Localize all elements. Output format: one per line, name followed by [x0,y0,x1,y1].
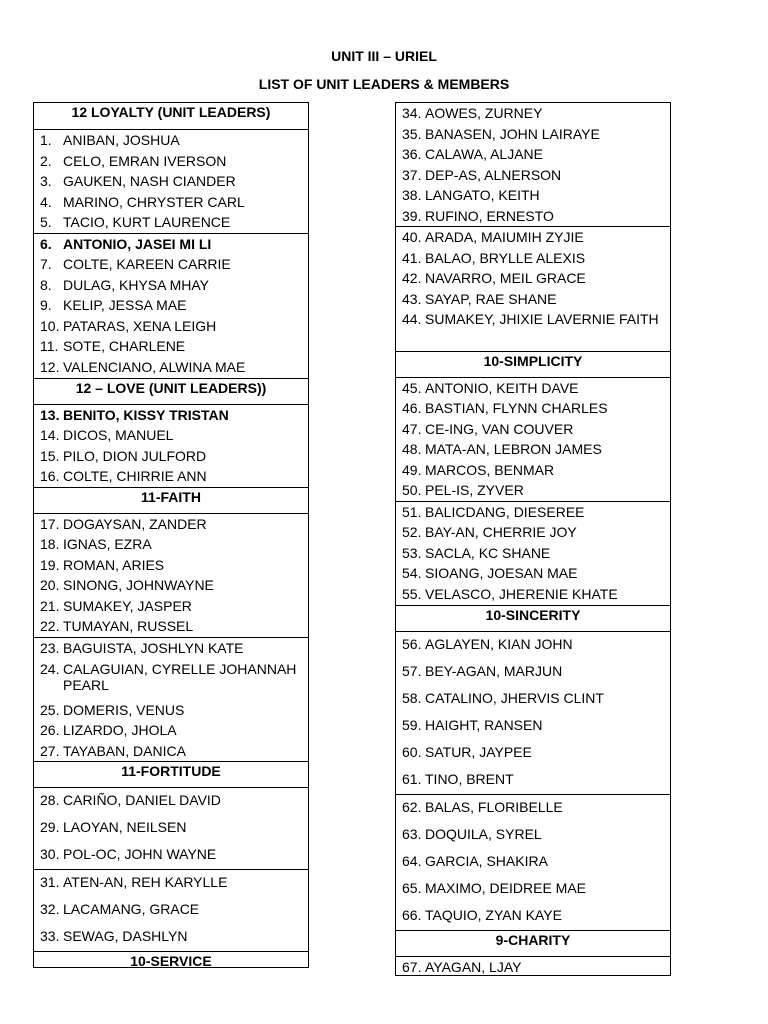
member-name: CELO, EMRAN IVERSON [63,152,227,169]
member-row [396,144,670,165]
member-name: PATARAS, XENA LEIGH [63,317,217,334]
member-name: BALAS, FLORIBELLE [425,798,563,815]
member-number: 10. [40,317,60,334]
member-number: 55. [402,586,422,603]
member-number: 66. [402,906,422,923]
member-row [34,870,308,897]
member-number: 12. [40,359,60,376]
member-number: 7. [40,256,52,273]
member-number: 5. [40,214,52,231]
member-number: 46. [402,400,422,417]
member-name: ANTONIO, KEITH DAVE [425,379,579,396]
member-name: VALENCIANO, ALWINA MAE [63,359,246,376]
member-name: VELASCO, JHERENIE KHATE [425,586,618,603]
member-number: 28. [40,792,60,809]
member-group [396,631,670,794]
member-group [34,233,308,378]
member-group [34,869,308,951]
member-row [396,713,670,740]
member-number: 39. [402,207,422,224]
member-row [396,686,670,713]
member-number: 52. [402,524,422,541]
member-row [34,130,308,151]
member-name: SUMAKEY, JHIXIE LAVERNIE FAITH [425,311,659,328]
member-row [34,659,308,700]
member-name: AYAGAN, LJAY [425,958,522,975]
member-row [396,632,670,659]
member-name: MARINO, CHRYSTER CARL [63,193,245,210]
member-row [396,289,670,310]
member-name: BAY-AN, CHERRIE JOY [425,524,577,541]
member-name: NAVARRO, MEIL GRACE [425,270,586,287]
member-row [396,876,670,903]
member-row [396,227,670,248]
member-number: 22. [40,618,60,635]
member-name: LIZARDO, JHOLA [63,722,177,739]
member-row [34,212,308,233]
member-number: 4. [40,193,52,210]
member-row [34,405,308,426]
member-name: IGNAS, EZRA [63,536,152,553]
member-name: RUFINO, ERNESTO [425,207,554,224]
member-number: 35. [402,125,422,142]
right-member-table [395,102,671,976]
member-name: SATUR, JAYPEE [425,743,532,760]
member-name: SUMAKEY, JASPER [63,597,192,614]
member-number: 65. [402,879,422,896]
member-row [396,822,670,849]
member-group [396,956,670,978]
member-number: 54. [402,565,422,582]
member-number: 37. [402,166,422,183]
unit-header: 12 – LOVE (UNIT LEADERS)) [34,378,308,404]
member-number: 20. [40,577,60,594]
member-name: ANTONIO, JASEI MI LI [63,235,212,252]
unit-header: 11-FORTITUDE [34,761,308,787]
member-name: TAYABAN, DANICA [63,742,186,759]
member-row [34,425,308,446]
member-number: 67. [402,958,422,975]
member-number: 44. [402,311,422,328]
member-name: HAIGHT, RANSEN [425,716,543,733]
member-row [396,460,670,481]
member-number: 56. [402,635,422,652]
member-row [396,419,670,440]
left-member-table [33,102,309,968]
member-group [396,501,670,605]
member-number: 30. [40,846,60,863]
member-row [396,767,670,794]
member-name: DOQUILA, SYREL [425,825,542,842]
member-row [34,842,308,869]
member-row [396,206,670,227]
member-row [34,357,308,378]
member-name: ATEN-AN, REH KARYLLE [63,874,228,891]
member-row [34,575,308,596]
member-row [34,446,308,467]
member-row [34,171,308,192]
member-number: 60. [402,743,422,760]
member-name: PILO, DION JULFORD [63,447,207,464]
member-number: 8. [40,276,52,293]
member-name: TINO, BRENT [425,770,514,787]
member-number: 18. [40,536,60,553]
unit-header: 10-SINCERITY [396,605,670,631]
member-number: 15. [40,447,60,464]
member-name: BEY-AGAN, MARJUN [425,662,563,679]
member-name: GARCIA, SHAKIRA [425,852,548,869]
member-name: LACAMANG, GRACE [63,901,200,918]
member-name: LANGATO, KEITH [425,187,540,204]
member-name: BALICDANG, DIESEREE [425,503,585,520]
member-group [34,129,308,233]
member-group [34,404,308,487]
member-name: GAUKEN, NASH CIANDER [63,173,236,190]
member-name: DOGAYSAN, ZANDER [63,515,207,532]
member-row [396,378,670,399]
member-row [34,897,308,924]
member-row [396,248,670,269]
member-number: 63. [402,825,422,842]
member-row [34,192,308,213]
member-row [34,616,308,637]
member-row [34,720,308,741]
member-group [34,513,308,637]
member-number: 59. [402,716,422,733]
member-group [396,103,670,226]
member-row [34,700,308,721]
member-number: 13. [40,406,60,423]
member-name: CE-ING, VAN COUVER [425,420,574,437]
member-number: 47. [402,420,422,437]
unit-header: 12 LOYALTY (UNIT LEADERS) [71,104,271,120]
member-number: 41. [402,249,422,266]
member-name: MARCOS, BENMAR [425,461,555,478]
member-row [396,103,670,124]
member-row [396,480,670,501]
member-row [396,522,670,543]
member-row [396,398,670,419]
member-number: 38. [402,187,422,204]
member-row [34,924,308,951]
member-name: CATALINO, JHERVIS CLINT [425,689,604,706]
member-row [34,466,308,487]
member-number: 1. [40,132,52,148]
member-number: 32. [40,901,60,918]
member-name: PEL-IS, ZYVER [425,482,524,499]
member-row [396,309,670,350]
member-name: TACIO, KURT LAURENCE [63,214,231,231]
document-subtitle: LIST OF UNIT LEADERS & MEMBERS [258,76,510,92]
member-name: TUMAYAN, RUSSEL [63,618,194,635]
member-number: 61. [402,770,422,787]
member-row [396,563,670,584]
member-row [34,336,308,357]
member-row [396,185,670,206]
member-name: BASTIAN, FLYNN CHARLES [425,400,608,417]
member-number: 11. [40,338,59,355]
member-group [34,787,308,869]
member-number: 31. [40,874,60,891]
member-number: 23. [40,640,60,657]
member-number: 43. [402,290,422,307]
member-name: BAGUISTA, JOSHLYN KATE [63,640,244,657]
member-number: 48. [402,441,422,458]
member-row [34,596,308,617]
member-name: DOMERIS, VENUS [63,701,185,718]
member-row [34,788,308,815]
member-name: CARIÑO, DANIEL DAVID [63,792,221,809]
unit-header: 10-SIMPLICITY [396,351,670,377]
member-number: 27. [40,742,60,759]
member-number: 34. [402,105,422,121]
member-number: 64. [402,852,422,869]
member-name: COLTE, KAREEN CARRIE [63,256,231,273]
member-group [396,226,670,350]
member-name: SIOANG, JOESAN MAE [425,565,578,582]
member-row [396,268,670,289]
member-row [396,165,670,186]
member-row [396,795,670,822]
member-name: SINONG, JOHNWAYNE [63,577,214,594]
member-name: SAYAP, RAE SHANE [425,290,557,307]
member-number: 26. [40,722,60,739]
member-number: 36. [402,146,422,163]
member-row [34,275,308,296]
document-title: UNIT III – URIEL [331,48,437,64]
member-name: ANIBAN, JOSHUA [63,132,180,148]
member-group [34,637,308,761]
member-name: CALAGUIAN, CYRELLE JOHANNAH PEARL [63,660,297,693]
member-number: 29. [40,819,60,836]
member-row [396,740,670,767]
member-number: 40. [402,229,422,246]
member-number: 53. [402,544,422,561]
unit-header: 11-FAITH [34,487,308,513]
member-name: AGLAYEN, KIAN JOHN [425,635,573,652]
unit-header: 10-SERVICE [34,951,308,977]
member-number: 14. [40,427,60,444]
member-row [396,584,670,605]
member-number: 42. [402,270,422,287]
member-name: ARADA, MAIUMIH ZYJIE [425,229,584,246]
member-number: 9. [40,297,52,314]
member-row [34,638,308,659]
member-number: 24. [40,660,60,677]
member-number: 6. [40,235,52,252]
member-name: BALAO, BRYLLE ALEXIS [425,249,586,266]
member-row [34,151,308,172]
member-name: SEWAG, DASHLYN [63,928,188,945]
member-number: 25. [40,701,60,718]
member-row [34,741,308,762]
member-name: BANASEN, JOHN LAIRAYE [425,125,600,142]
member-number: 58. [402,689,422,706]
member-number: 19. [40,556,60,573]
member-group [396,794,670,930]
member-name: TAQUIO, ZYAN KAYE [425,906,562,923]
member-row [34,295,308,316]
member-number: 16. [40,468,60,485]
member-number: 51. [402,503,422,520]
member-row [34,514,308,535]
member-name: AOWES, ZURNEY [425,105,543,121]
member-name: DULAG, KHYSA MHAY [63,276,210,293]
member-number: 62. [402,798,422,815]
member-name: COLTE, CHIRRIE ANN [63,468,207,485]
member-name: KELIP, JESSA MAE [63,297,187,314]
member-name: MAXIMO, DEIDREE MAE [425,879,587,896]
member-row [34,534,308,555]
member-number: 50. [402,482,422,499]
member-number: 49. [402,461,422,478]
member-number: 2. [40,152,52,169]
member-name: SOTE, CHARLENE [63,338,186,355]
member-row [396,439,670,460]
member-number: 17. [40,515,60,532]
member-row [396,903,670,930]
member-number: 33. [40,928,60,945]
member-name: CALAWA, ALJANE [425,146,544,163]
member-row [34,234,308,255]
member-number: 57. [402,662,422,679]
member-row [34,555,308,576]
member-row [34,254,308,275]
member-number: 45. [402,379,422,396]
member-name: DEP-AS, ALNERSON [425,166,562,183]
member-row [396,124,670,145]
member-row [396,543,670,564]
member-name: SACLA, KC SHANE [425,544,551,561]
member-number: 3. [40,173,52,190]
member-name: DICOS, MANUEL [63,427,174,444]
member-group [396,377,670,501]
member-row [34,316,308,337]
member-row [396,659,670,686]
member-row [34,815,308,842]
member-name: LAOYAN, NEILSEN [63,819,187,836]
member-row [396,957,670,978]
member-name: BENITO, KISSY TRISTAN [63,406,229,423]
member-number: 21. [40,597,60,614]
member-name: ROMAN, ARIES [63,556,165,573]
member-name: POL-OC, JOHN WAYNE [63,846,217,863]
member-name: MATA-AN, LEBRON JAMES [425,441,602,458]
member-row [396,849,670,876]
unit-header: 9-CHARITY [396,930,670,956]
member-row [396,502,670,523]
